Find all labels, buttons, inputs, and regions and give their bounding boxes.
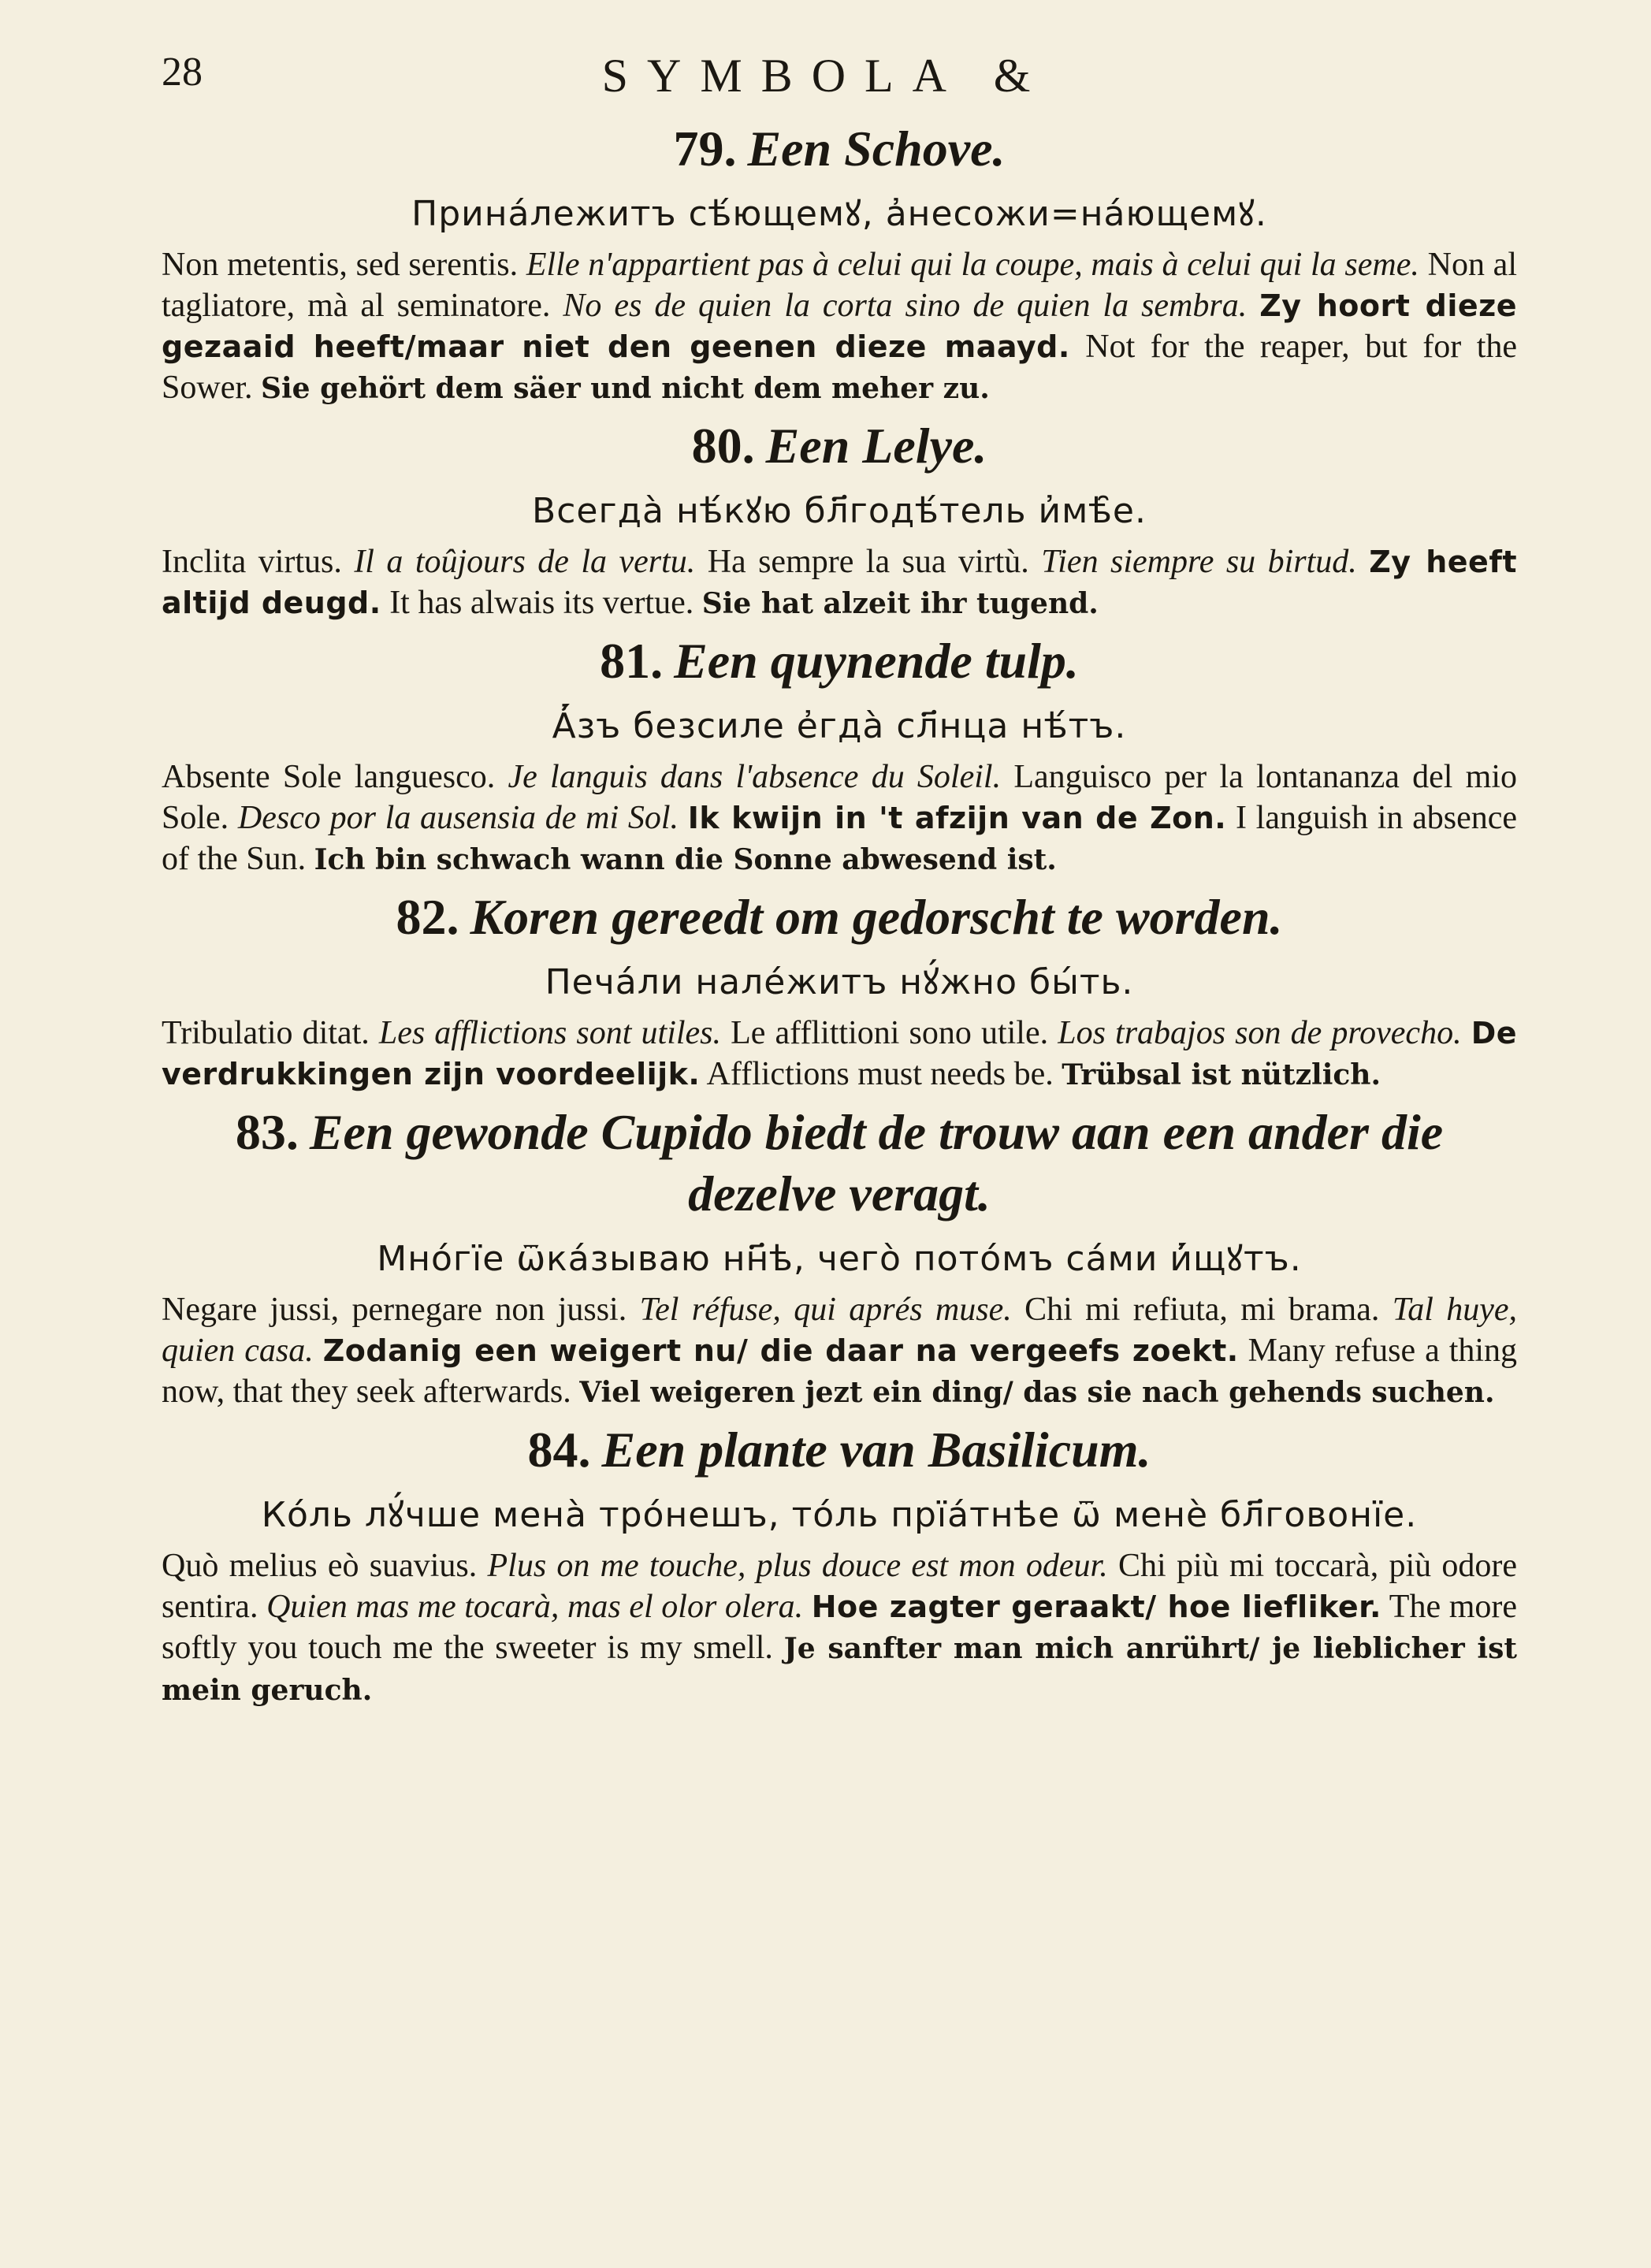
german-motto: Ich bin schwach wann die Sonne abwesend ist. [314, 843, 1057, 876]
latin-motto: Inclita virtus. [162, 544, 342, 580]
spanish-motto: Quien mas me tocarà, mas el olor olera. [266, 1589, 804, 1625]
entry-title-text: Koren gereedt om gedorscht te worden. [470, 889, 1283, 945]
german-motto: Trübsal ist nützlich. [1062, 1058, 1381, 1091]
italian-motto: Ha sempre la sua virtù. [707, 544, 1029, 580]
german-motto: Viel weigeren jezt ein ding/ das sie nach gehends suchen. [579, 1376, 1495, 1409]
french-motto: Je languis dans l'absence du Soleil. [508, 759, 1002, 795]
slavonic-motto: Печа́ли нале́житъ нꙋ́жно бы́ть. [545, 962, 1134, 1002]
entry-title [162, 1102, 1517, 1225]
spanish-motto: Tien siempre su birtud. [1041, 544, 1357, 580]
entry-number: 83. [235, 1104, 299, 1160]
dutch-motto: Hoe zagter geraakt/ hoe liefliker. [811, 1589, 1381, 1624]
dutch-motto: Zodanig een weigert nu/ die daar na vergeefs zoekt. [322, 1333, 1239, 1368]
latin-motto: Tribulatio ditat. [162, 1015, 370, 1051]
motto-translations [162, 1013, 1517, 1095]
dutch-motto: Zy hoort dieze gezaaid heeft/maar niet den geenen dieze maayd. [162, 288, 1518, 364]
entry-number: 81. [600, 633, 664, 689]
entry-title-text: Een Schove. [747, 121, 1006, 177]
entry-title-text: Een gewonde Cupido biedt de trouw aan een ander die dezelve veragt. [309, 1104, 1444, 1221]
latin-motto: Quò melius eò suavius. [162, 1548, 478, 1584]
italian-motto: Non al tagliatore, mà al seminatore. [162, 247, 1517, 324]
motto-translations [162, 1545, 1517, 1711]
spanish-motto: Los trabajos son de provecho. [1058, 1015, 1462, 1051]
entry-number: 80. [691, 418, 755, 474]
italian-motto: Chi mi refiuta, mi brama. [1024, 1292, 1380, 1328]
entry-title-text: Een quynende tulp. [674, 633, 1079, 689]
latin-motto: Non metentis, sed serentis. [162, 247, 519, 283]
english-motto: Afflictions must needs be. [706, 1056, 1054, 1092]
motto-translations [162, 1289, 1517, 1413]
english-motto: I languish in absence of the Sun. [162, 800, 1518, 877]
slavonic-motto: Всегда̀ нѣ́кꙋю бл҃годѣ́тель и҆мѣ̑е. [532, 491, 1147, 531]
italian-motto: Chi più mi toccarà, più odore sentira. [162, 1548, 1517, 1625]
latin-motto: Negare jussi, pernegare non jussi. [162, 1292, 627, 1328]
emblem-entry [162, 118, 1517, 409]
german-motto: Je sanfter man mich anrührt/ je lieblicher ist mein geruch. [162, 1632, 1518, 1707]
emblem-entry [162, 630, 1517, 880]
entry-number: 82. [396, 889, 459, 945]
slavonic-motto: Ко́ль лꙋ́чше мена̀ тро́нешъ, то́ль прїа́тнѣе ѿ менѐ бл҃говонїе. [261, 1495, 1418, 1535]
italian-motto: Le afflittioni sono utile. [731, 1015, 1049, 1051]
entry-title [162, 415, 1517, 477]
german-motto: Sie hat alzeit ihr tugend. [701, 587, 1099, 620]
dutch-motto: Ik kwijn in 't afzijn van de Zon. [687, 801, 1227, 835]
emblem-entry [162, 1419, 1517, 1711]
entry-title-text: Een plante van Basilicum. [601, 1422, 1151, 1478]
emblem-entry [162, 415, 1517, 624]
emblem-entry [162, 1102, 1517, 1413]
english-motto: It has alwais its vertue. [389, 585, 694, 621]
french-motto: Tel réfuse, qui aprés muse. [639, 1292, 1012, 1328]
spanish-motto: No es de quien la corta sino de quien la sembra. [563, 288, 1248, 324]
italian-motto: Languisco per la lontananza del mio Sole. [162, 759, 1518, 836]
english-motto: The more softly you touch me the sweeter is my smell. [162, 1589, 1518, 1666]
page-content [162, 118, 1517, 1717]
entry-title [162, 118, 1517, 180]
french-motto: Plus on me touche, plus douce est mon odeur. [487, 1548, 1108, 1584]
entry-title [162, 630, 1517, 692]
english-motto: Not for the reaper, but for the Sower. [162, 329, 1517, 406]
emblem-entry [162, 887, 1517, 1095]
french-motto: Elle n'appartient pas à celui qui la coupe, mais à celui qui la seme. [526, 247, 1419, 283]
page-number: 28 [162, 50, 203, 95]
latin-motto: Absente Sole languesco. [162, 759, 496, 795]
running-head: SYMBOLA & [601, 50, 1050, 102]
spanish-motto: Desco por la ausensia de mi Sol. [237, 800, 679, 836]
french-motto: Il a toûjours de la vertu. [354, 544, 696, 580]
entry-title-text: Een Lelye. [765, 418, 987, 474]
motto-translations [162, 244, 1517, 409]
motto-translations [162, 757, 1517, 880]
entry-number: 84. [527, 1422, 591, 1478]
entry-number: 79. [673, 121, 737, 177]
english-motto: Many refuse a thing now, that they seek afterwards. [162, 1333, 1518, 1410]
page-header [0, 49, 1651, 112]
motto-translations [162, 541, 1517, 624]
dutch-motto: Zy heeft altijd deugd. [162, 545, 1518, 620]
spanish-motto: Tal huye, quien casa. [162, 1292, 1518, 1369]
slavonic-motto: А҆́зъ безсиле е҆гда̀ сл҃нца нѣ́тъ. [552, 706, 1127, 746]
slavonic-motto: Мно́гїе ѿка́зываю нн҃ѣ, чего̀ пото́мъ са́ми и҆́щꙋтъ. [377, 1239, 1302, 1279]
entry-title [162, 887, 1517, 948]
entry-title [162, 1419, 1517, 1481]
slavonic-motto: Прина́лежитъ сѣ́ющемꙋ, а҆несожи=на́ющемꙋ. [411, 194, 1267, 234]
dutch-motto: De verdrukkingen zijn voordeelijk. [162, 1016, 1518, 1091]
german-motto: Sie gehört dem säer und nicht dem meher zu. [261, 372, 990, 405]
french-motto: Les afflictions sont utiles. [378, 1015, 722, 1051]
